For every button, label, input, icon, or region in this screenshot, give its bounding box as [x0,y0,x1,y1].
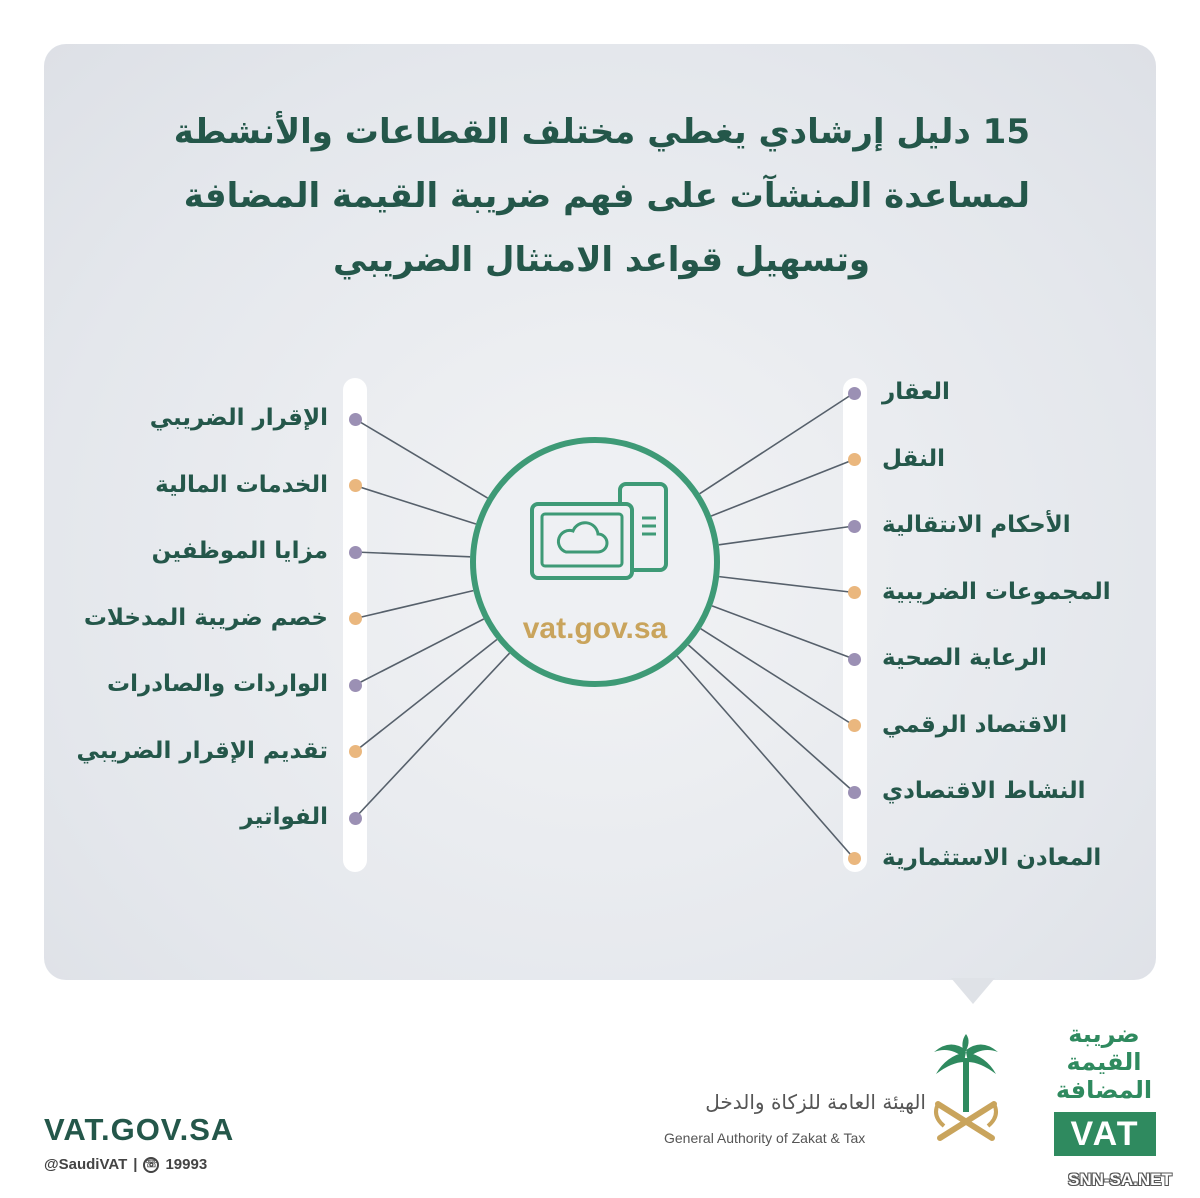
right-item-7: النشاط الاقتصادي [882,778,1086,804]
divider: | [133,1156,138,1173]
right-bullet-1 [848,387,861,400]
authority-name-ar: الهيئة العامة للزكاة والدخل [705,1090,926,1114]
right-connector-1 [700,393,854,494]
right-bullet-3 [848,520,861,533]
right-connector-7 [688,645,854,792]
left-item-2: الخدمات المالية [155,471,328,498]
headline-line-3: وتسهيل قواعد الامتثال الضريبي [333,240,870,280]
right-connector-2 [711,460,854,517]
right-connector-4 [719,577,854,593]
right-bullet-2 [848,453,861,466]
right-bullet-4 [848,586,861,599]
right-item-4: المجموعات الضريبية [882,578,1111,605]
footer-url[interactable]: VAT.GOV.SA [44,1112,235,1147]
left-bullet-1 [349,413,362,426]
left-connector-5 [355,619,484,685]
right-connector-3 [719,526,854,545]
vat-logo-badge: VAT [1054,1112,1156,1156]
right-bullet-8 [848,852,861,865]
left-connector-3 [355,552,470,557]
right-item-6: الاقتصاد الرقمي [882,711,1068,738]
left-item-7: الفواتير [240,804,328,830]
left-bullet-7 [349,812,362,825]
left-item-3: مزايا الموظفين [151,538,328,564]
left-bullet-6 [349,745,362,758]
left-connector-6 [355,639,497,751]
headline-line-1: 15 دليل إرشادي يغطي مختلف القطاعات والأنشطة [173,112,1030,152]
right-bullet-6 [848,719,861,732]
left-bullet-4 [349,612,362,625]
left-item-5: الواردات والصادرات [106,671,328,697]
right-item-1: العقار [882,379,950,405]
footer-social [44,1156,207,1173]
left-bullet-3 [349,546,362,559]
right-item-5: الرعاية الصحية [882,645,1047,671]
right-item-3: الأحكام الانتقالية [882,512,1071,538]
right-item-2: النقل [882,445,945,472]
authority-name-en: General Authority of Zakat & Tax [664,1130,866,1146]
twitter-handle[interactable]: @SaudiVAT [44,1156,128,1173]
computer-cloud-icon [528,478,678,588]
hub-url[interactable]: vat.gov.sa [522,612,668,645]
phone-number: 19993 [165,1156,208,1173]
phone-icon: ☏ [143,1157,159,1173]
left-item-6: تقديم الإقرار الضريبي [76,737,328,764]
right-connector-8 [677,656,854,858]
right-bullet-7 [848,786,861,799]
left-item-1: الإقرار الضريبي [149,405,328,431]
right-item-8: المعادن الاستثمارية [882,844,1102,871]
left-connector-7 [355,653,510,818]
left-connector-1 [355,419,488,498]
palm-swords-logo-icon [930,1030,1002,1150]
left-bullet-2 [349,479,362,492]
left-connector-4 [355,591,473,619]
right-bullet-5 [848,653,861,666]
left-connector-2 [355,486,476,525]
right-connector-5 [712,606,854,659]
watermark: SNN-SA.NET [1068,1170,1172,1189]
headline-line-2: لمساعدة المنشآت على فهم ضريبة القيمة المضافة [183,176,1030,216]
vat-logo-text-ar: ضريبة القيمة المضافة [1055,1020,1153,1104]
left-bullet-5 [349,679,362,692]
left-item-4: خصم ضريبة المدخلات [83,604,328,631]
